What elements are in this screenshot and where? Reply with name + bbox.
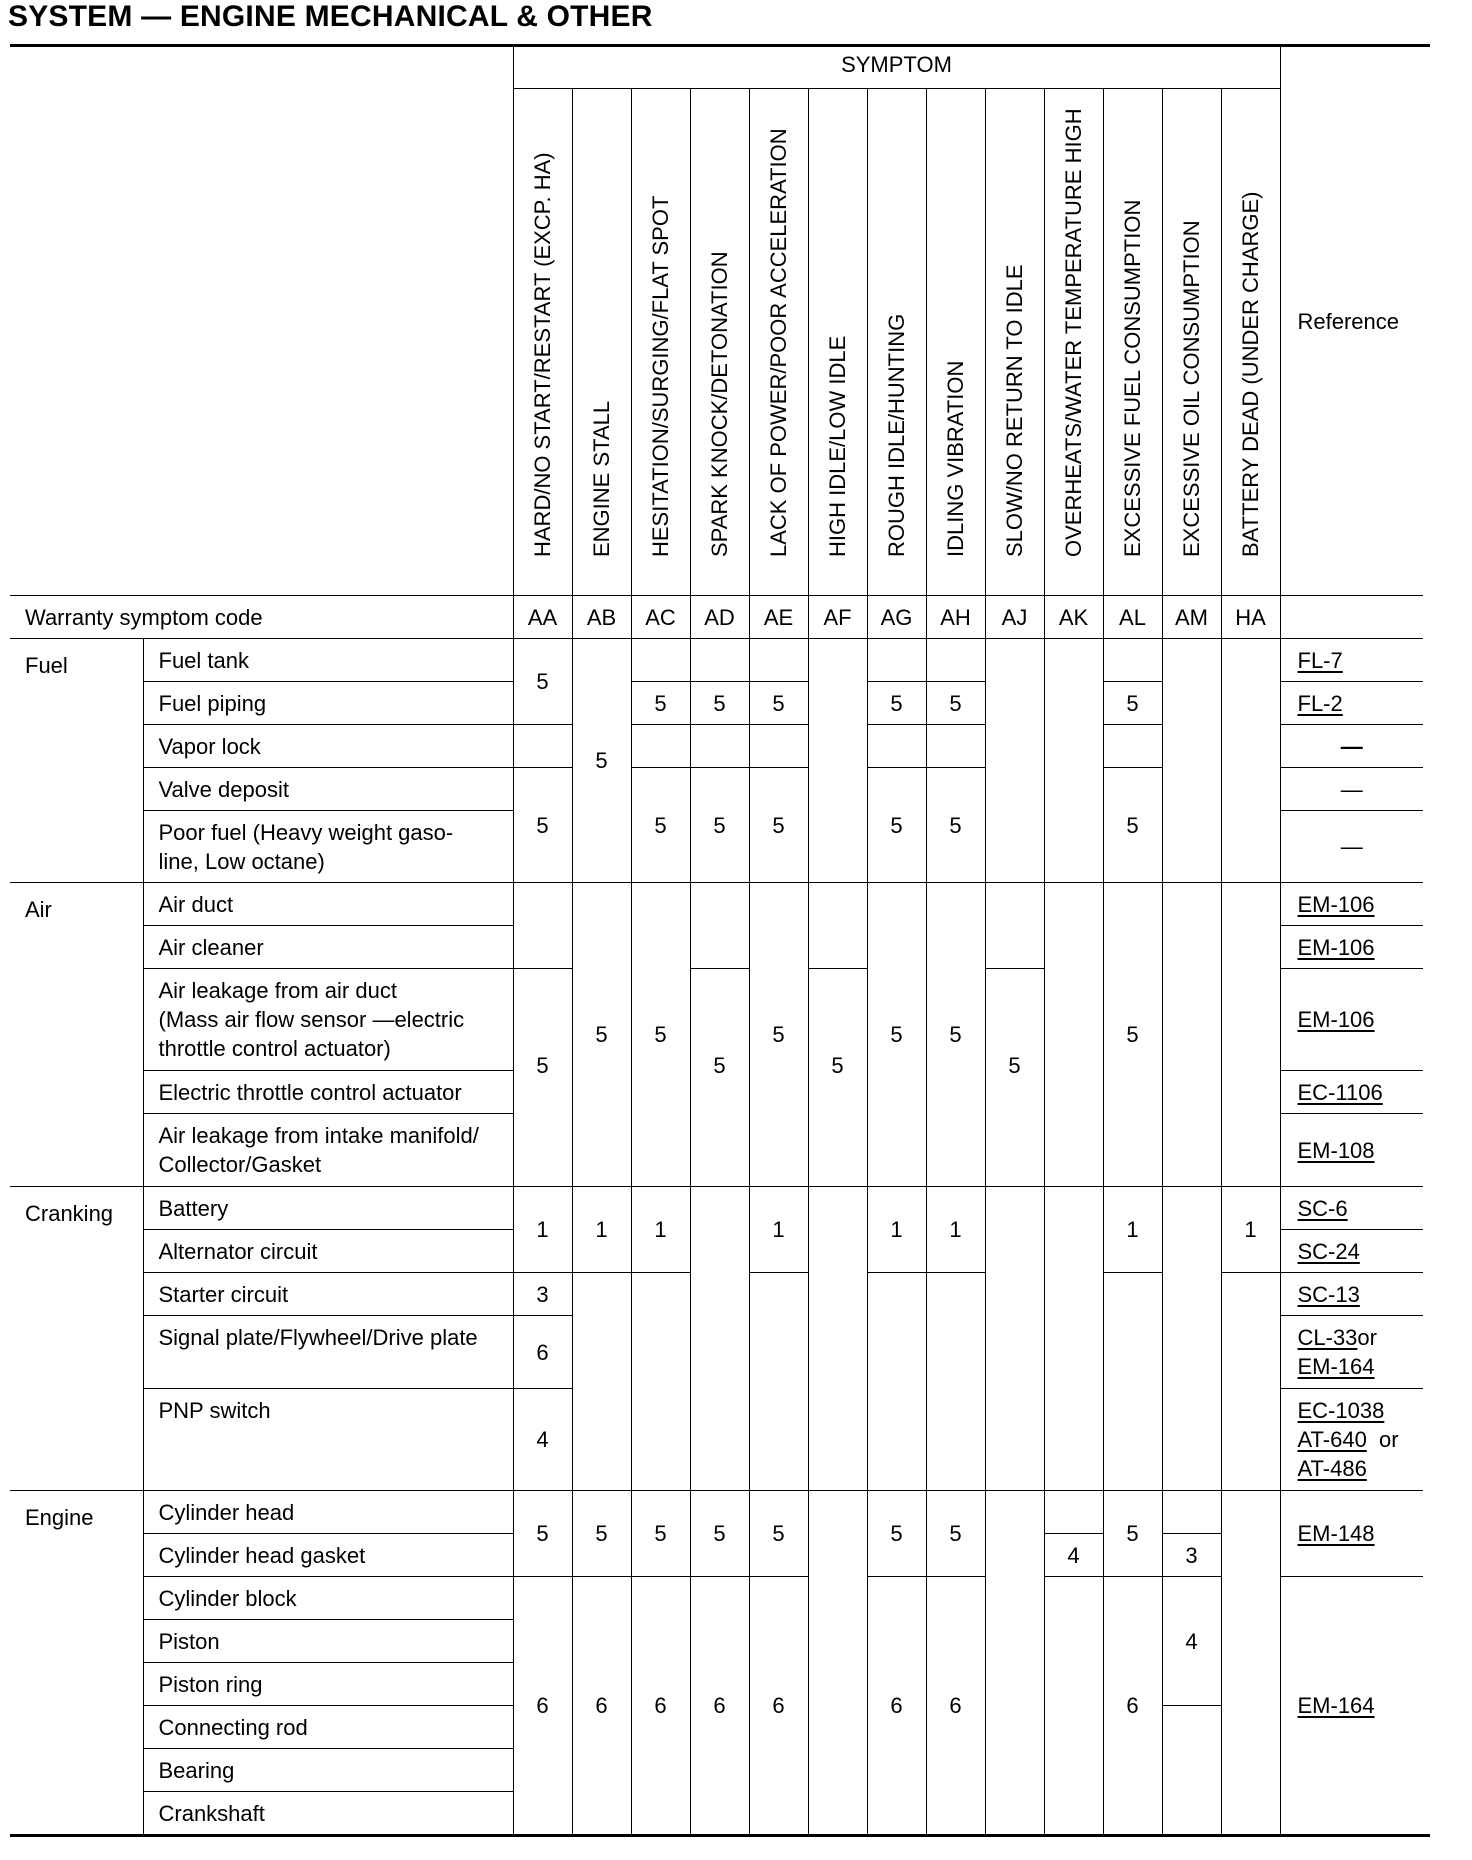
warranty-label: Warranty symptom code	[10, 596, 513, 639]
value-cell: 6	[926, 1577, 985, 1835]
empty-cell	[985, 1187, 1044, 1491]
value-cell: 5	[808, 969, 867, 1187]
ref-link[interactable]: EM-106	[1280, 969, 1423, 1071]
value-cell: 1	[1221, 1187, 1280, 1273]
empty-cell	[1162, 1706, 1221, 1835]
empty-cell	[631, 1273, 690, 1491]
empty-cell	[808, 639, 867, 883]
empty-cell	[690, 725, 749, 768]
diagnosis-table	[10, 46, 1423, 1835]
component-cylinder-head: Cylinder head	[143, 1491, 513, 1534]
ref-link[interactable]: SC-6	[1280, 1187, 1423, 1230]
value-cell: 5	[867, 768, 926, 883]
component-starter: Starter circuit	[143, 1273, 513, 1316]
empty-cell	[749, 1273, 808, 1491]
component-bearing: Bearing	[143, 1749, 513, 1792]
warranty-code-row	[10, 596, 1423, 639]
table-row	[10, 883, 1423, 926]
empty-cell	[1103, 639, 1162, 682]
value-cell: 5	[867, 1491, 926, 1577]
value-cell: 1	[1103, 1187, 1162, 1273]
code-cell: AL	[1103, 596, 1162, 639]
component-crankshaft: Crankshaft	[143, 1792, 513, 1835]
component-vapor-lock: Vapor lock	[143, 725, 513, 768]
value-cell: 6	[867, 1577, 926, 1835]
value-cell: 5	[926, 682, 985, 725]
ref-link[interactable]: FL-7	[1280, 639, 1423, 682]
symptom-col-aj: SLOW/NO RETURN TO IDLE	[985, 89, 1044, 596]
value-cell: 5	[690, 969, 749, 1187]
header-blank	[10, 47, 513, 596]
value-cell: 6	[631, 1577, 690, 1835]
empty-cell	[1103, 1273, 1162, 1491]
ref-link[interactable]: AT-640	[1297, 1427, 1367, 1452]
component-etc-actuator: Electric throttle control actuator	[143, 1071, 513, 1114]
code-cell: AG	[867, 596, 926, 639]
code-cell: AH	[926, 596, 985, 639]
group-air: Air	[10, 883, 143, 1187]
empty-cell	[1221, 883, 1280, 1187]
ref-link[interactable]: EM-164	[1280, 1577, 1423, 1835]
symptom-col-ah: IDLING VIBRATION	[926, 89, 985, 596]
empty-cell	[1162, 1187, 1221, 1491]
code-cell: AD	[690, 596, 749, 639]
value-cell: 5	[749, 883, 808, 1187]
component-pnp-switch: PNP switch	[143, 1389, 513, 1491]
symptom-col-ha: BATTERY DEAD (UNDER CHARGE)	[1221, 89, 1280, 596]
empty-cell	[926, 1273, 985, 1491]
value-cell: 5	[631, 883, 690, 1187]
ref-blank	[1280, 596, 1423, 639]
ref-dash: —	[1280, 811, 1423, 883]
component-air-leak-manifold: Air leakage from intake manifold/ Collector/Gasket	[143, 1114, 513, 1187]
symptom-col-ad: SPARK KNOCK/DETONATION	[690, 89, 749, 596]
symptom-col-ac: HESITATION/SURGING/FLAT SPOT	[631, 89, 690, 596]
symptom-col-ae: LACK OF POWER/POOR ACCELERATION	[749, 89, 808, 596]
empty-cell	[690, 883, 749, 969]
value-cell: 1	[631, 1187, 690, 1273]
table-row	[10, 639, 1423, 682]
component-alternator: Alternator circuit	[143, 1230, 513, 1273]
empty-cell	[1044, 883, 1103, 1187]
value-cell: 6	[513, 1316, 572, 1389]
value-cell: 5	[572, 883, 631, 1187]
ref-link[interactable]: EM-108	[1280, 1114, 1423, 1187]
empty-cell	[513, 883, 572, 969]
value-cell: 5	[513, 639, 572, 725]
empty-cell	[867, 725, 926, 768]
symptom-col-af: HIGH IDLE/LOW IDLE	[808, 89, 867, 596]
ref-link[interactable]: AT-486	[1297, 1456, 1367, 1481]
value-cell: 3	[513, 1273, 572, 1316]
value-cell: 5	[572, 1491, 631, 1577]
reference-header: Reference	[1280, 47, 1423, 596]
empty-cell	[1162, 883, 1221, 1187]
table-row	[10, 1491, 1423, 1534]
ref-link[interactable]: EM-106	[1280, 926, 1423, 969]
value-cell: 5	[690, 1491, 749, 1577]
empty-cell	[867, 1273, 926, 1491]
ref-dash: —	[1280, 768, 1423, 811]
empty-cell	[513, 725, 572, 768]
code-cell: AB	[572, 596, 631, 639]
empty-cell	[690, 639, 749, 682]
value-cell: 1	[867, 1187, 926, 1273]
value-cell: 6	[572, 1577, 631, 1835]
empty-cell	[631, 725, 690, 768]
table-row	[10, 1187, 1423, 1230]
value-cell: 5	[631, 1491, 690, 1577]
ref-link[interactable]: SC-24	[1280, 1230, 1423, 1273]
ref-links	[1280, 1316, 1423, 1389]
value-cell: 6	[513, 1577, 572, 1835]
group-fuel: Fuel	[10, 639, 143, 883]
value-cell: 5	[867, 682, 926, 725]
component-air-leak-duct: Air leakage from air duct (Mass air flow sensor —electric throttle control actuator)	[143, 969, 513, 1071]
value-cell: 5	[1103, 883, 1162, 1187]
value-cell: 5	[926, 883, 985, 1187]
component-fuel-tank: Fuel tank	[143, 639, 513, 682]
empty-cell	[1221, 639, 1280, 883]
empty-cell	[1162, 1491, 1221, 1534]
symptom-col-ag: ROUGH IDLE/HUNTING	[867, 89, 926, 596]
value-cell: 6	[749, 1577, 808, 1835]
value-cell: 5	[690, 682, 749, 725]
value-cell: 5	[926, 768, 985, 883]
value-cell: 4	[1162, 1577, 1221, 1706]
empty-cell	[1221, 1273, 1280, 1491]
symptom-col-al: EXCESSIVE FUEL CONSUMPTION	[1103, 89, 1162, 596]
group-cranking: Cranking	[10, 1187, 143, 1491]
empty-cell	[1044, 1491, 1103, 1534]
code-cell: AA	[513, 596, 572, 639]
empty-cell	[808, 1491, 867, 1835]
component-battery: Battery	[143, 1187, 513, 1230]
code-cell: AM	[1162, 596, 1221, 639]
code-cell: AC	[631, 596, 690, 639]
empty-cell	[690, 1187, 749, 1491]
empty-cell	[985, 883, 1044, 969]
empty-cell	[926, 725, 985, 768]
ref-link[interactable]: EC-1106	[1280, 1071, 1423, 1114]
ref-link[interactable]: CL-33	[1297, 1325, 1358, 1350]
ref-link[interactable]: SC-13	[1280, 1273, 1423, 1316]
empty-cell	[808, 883, 867, 969]
value-cell: 1	[926, 1187, 985, 1273]
value-cell: 5	[631, 682, 690, 725]
code-cell: AJ	[985, 596, 1044, 639]
empty-cell	[926, 639, 985, 682]
symptom-col-ak: OVERHEATS/WATER TEMPERATURE HIGH	[1044, 89, 1103, 596]
empty-cell	[1162, 639, 1221, 883]
ref-link[interactable]: EM-148	[1280, 1491, 1423, 1577]
value-cell: 5	[867, 883, 926, 1187]
empty-cell	[1044, 1577, 1103, 1835]
empty-cell	[631, 639, 690, 682]
value-cell: 5	[631, 768, 690, 883]
value-cell: 5	[690, 768, 749, 883]
code-cell: AK	[1044, 596, 1103, 639]
component-fuel-piping: Fuel piping	[143, 682, 513, 725]
ref-dash: —	[1280, 725, 1423, 768]
empty-cell	[867, 639, 926, 682]
component-cylinder-head-gasket: Cylinder head gasket	[143, 1534, 513, 1577]
value-cell: 5	[513, 969, 572, 1187]
component-poor-fuel: Poor fuel (Heavy weight gaso- line, Low octane)	[143, 811, 513, 883]
empty-cell	[1221, 1491, 1280, 1835]
value-cell: 1	[749, 1187, 808, 1273]
value-cell: 1	[572, 1187, 631, 1273]
symptom-col-ab: ENGINE STALL	[572, 89, 631, 596]
value-cell: 4	[513, 1389, 572, 1491]
empty-cell	[572, 1273, 631, 1491]
ref-or: or	[1357, 1325, 1377, 1350]
value-cell: 6	[1103, 1577, 1162, 1835]
empty-cell	[985, 639, 1044, 883]
value-cell: 5	[985, 969, 1044, 1187]
value-cell: 5	[513, 1491, 572, 1577]
empty-cell	[1103, 725, 1162, 768]
page-title: SYSTEM — ENGINE MECHANICAL & OTHER	[8, 0, 653, 33]
code-cell: HA	[1221, 596, 1280, 639]
value-cell: 5	[572, 639, 631, 883]
empty-cell	[808, 1187, 867, 1491]
code-cell: AF	[808, 596, 867, 639]
value-cell: 5	[1103, 682, 1162, 725]
component-connecting-rod: Connecting rod	[143, 1706, 513, 1749]
ref-or: or	[1379, 1427, 1399, 1452]
symptom-col-aa: HARD/NO START/RESTART (EXCP. HA)	[513, 89, 572, 596]
component-valve-deposit: Valve deposit	[143, 768, 513, 811]
empty-cell	[1044, 639, 1103, 883]
component-air-cleaner: Air cleaner	[143, 926, 513, 969]
value-cell: 6	[690, 1577, 749, 1835]
value-cell: 5	[749, 768, 808, 883]
ref-link[interactable]: FL-2	[1280, 682, 1423, 725]
value-cell: 5	[1103, 1491, 1162, 1577]
code-cell: AE	[749, 596, 808, 639]
empty-cell	[749, 639, 808, 682]
empty-cell	[985, 1491, 1044, 1835]
group-engine: Engine	[10, 1491, 143, 1835]
value-cell: 5	[749, 1491, 808, 1577]
value-cell: 5	[749, 682, 808, 725]
component-piston: Piston	[143, 1620, 513, 1663]
ref-link[interactable]: EC-1038	[1297, 1398, 1385, 1423]
symptom-header: SYMPTOM	[513, 47, 1280, 89]
empty-cell	[749, 725, 808, 768]
value-cell: 4	[1044, 1534, 1103, 1577]
ref-links	[1280, 1389, 1423, 1491]
value-cell: 5	[1103, 768, 1162, 883]
value-cell: 3	[1162, 1534, 1221, 1577]
component-cylinder-block: Cylinder block	[143, 1577, 513, 1620]
empty-cell	[1044, 1187, 1103, 1491]
table-row	[10, 1577, 1423, 1620]
component-air-duct: Air duct	[143, 883, 513, 926]
value-cell: 1	[513, 1187, 572, 1273]
ref-link[interactable]: EM-164	[1297, 1354, 1375, 1379]
value-cell: 5	[513, 768, 572, 883]
value-cell: 5	[926, 1491, 985, 1577]
symptom-col-am: EXCESSIVE OIL CONSUMPTION	[1162, 89, 1221, 596]
component-piston-ring: Piston ring	[143, 1663, 513, 1706]
ref-link[interactable]: EM-106	[1280, 883, 1423, 926]
component-signal-plate: Signal plate/Flywheel/Drive plate	[143, 1316, 513, 1389]
